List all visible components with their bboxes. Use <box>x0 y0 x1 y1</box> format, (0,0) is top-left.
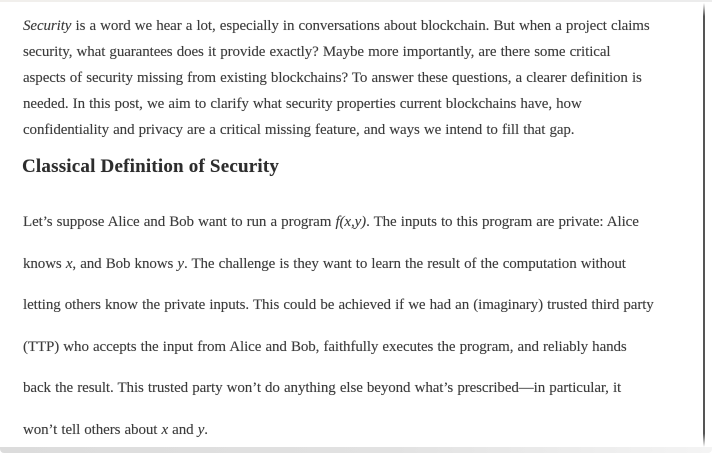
text-line <box>23 410 705 452</box>
text-run: needed. In this post, we aim to clarify what security properties current blockchains have, how <box>23 96 582 112</box>
text-run: . The challenge is they want to learn the result of the computation without <box>183 255 626 272</box>
text-line <box>23 368 705 410</box>
body-paragraph <box>23 202 705 451</box>
text-line <box>23 13 705 39</box>
italic-term: f(x,y) <box>335 214 367 230</box>
text-line <box>23 65 705 91</box>
intro-paragraph <box>23 13 705 143</box>
italic-term: x <box>65 255 73 272</box>
text-run: Let’s suppose Alice and Bob want to run a program <box>23 214 336 230</box>
text-run: aspects of security missing from existing blockchains? To answer these questions, a clearer definition is <box>23 70 642 86</box>
text-run: knows <box>23 255 66 272</box>
text-run: confidentiality and privacy are a critical missing feature, and ways we intend to fill that gap. <box>23 122 575 138</box>
italic-term: y <box>197 421 205 438</box>
text-run: and <box>168 421 198 438</box>
italic-term: Security <box>23 18 72 34</box>
italic-term: y <box>177 255 184 272</box>
text-run: , and Bob knows <box>72 255 178 272</box>
text-line <box>23 327 705 369</box>
text-line <box>23 202 705 244</box>
page-bottom-edge <box>0 447 712 453</box>
text-line <box>23 39 705 65</box>
text-run: won’t tell others about <box>23 421 162 438</box>
text-line <box>23 285 705 327</box>
text-line <box>23 117 705 143</box>
text-run: letting others know the private inputs. This could be achieved if we had an (imaginary) trusted third party <box>23 297 654 313</box>
page-right-edge-line <box>703 3 705 447</box>
page-top-edge <box>0 0 712 2</box>
text-run: security, what guarantees does it provide exactly? Maybe more importantly, are there some critical <box>23 44 611 60</box>
section-heading: Classical Definition of Security <box>22 156 280 177</box>
text-run: is a word we hear a lot, especially in conversations about blockchain. But when a project claims <box>71 18 650 34</box>
text-line <box>23 244 705 286</box>
text-run: . The inputs to this program are private: Alice <box>366 214 639 230</box>
italic-term: x <box>161 421 169 438</box>
text-run: back the result. This trusted party won’t do anything else beyond what’s prescribed—in particular, it <box>23 380 622 396</box>
text-run: . <box>204 421 208 438</box>
text-run: (TTP) who accepts the input from Alice and Bob, faithfully executes the program, and reliably hands <box>23 338 627 355</box>
text-line <box>23 91 705 117</box>
